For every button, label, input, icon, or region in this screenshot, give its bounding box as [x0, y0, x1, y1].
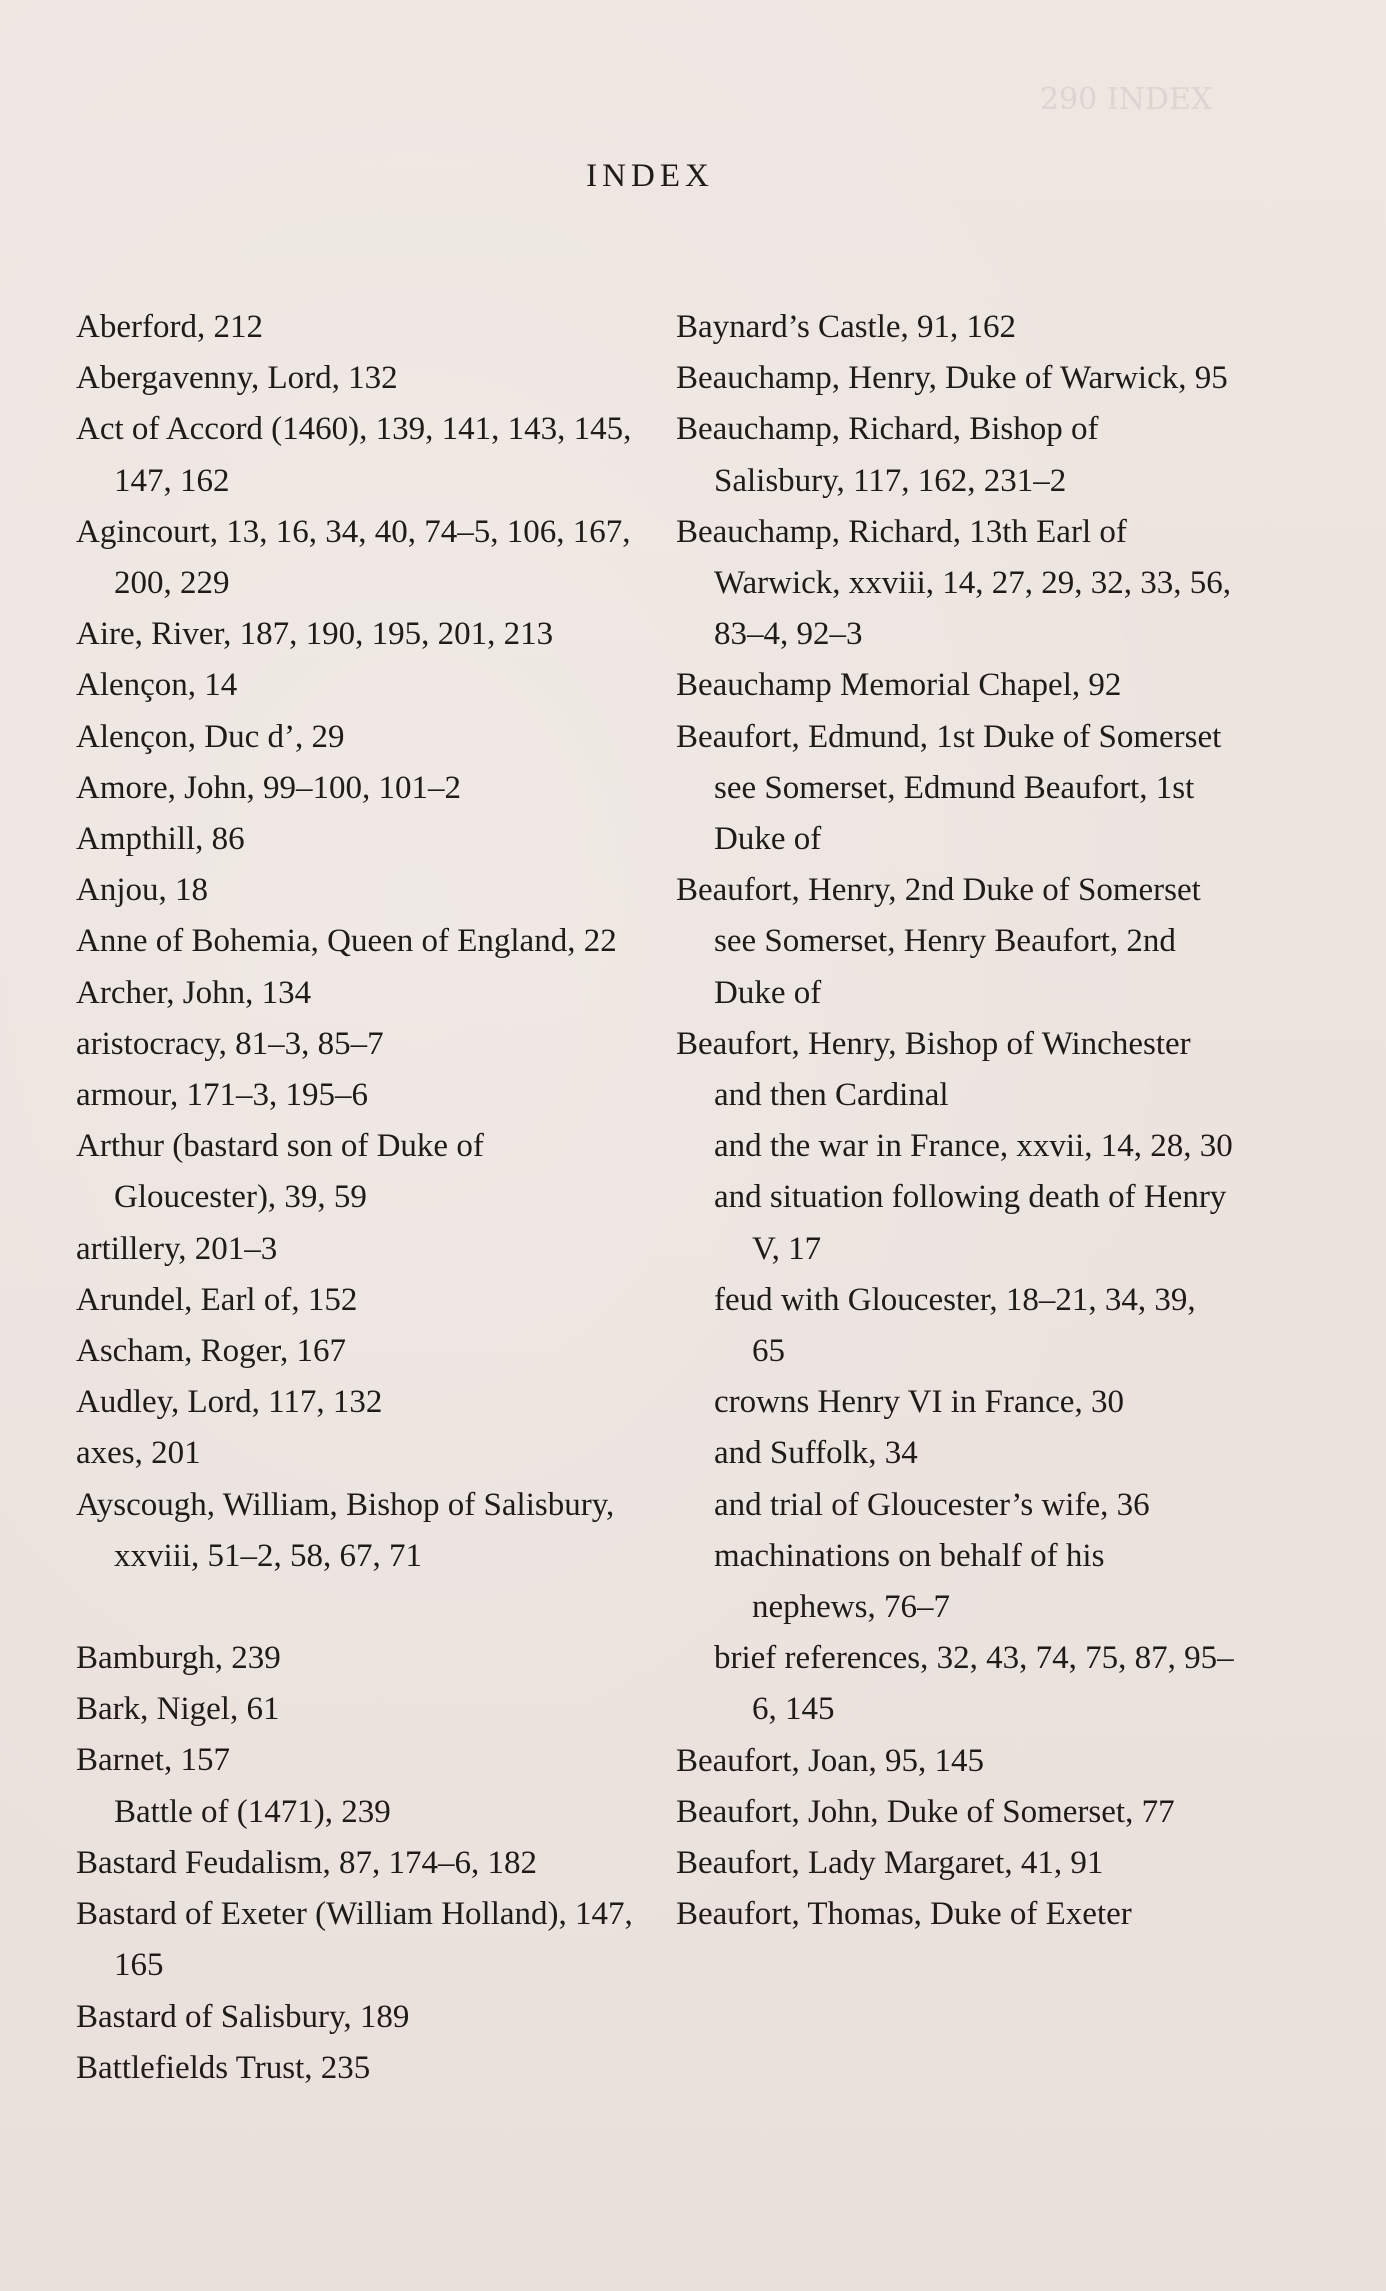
index-entry: Beaufort, Henry, Bishop of Winchester and then Cardinal — [676, 1025, 1191, 1114]
index-entry: Alençon, Duc d’, 29 — [76, 718, 345, 755]
index-entry: Abergavenny, Lord, 132 — [76, 360, 398, 397]
index-entry: Beauchamp, Richard, 13th Earl of Warwick, xxviii, 14, 27, 29, 32, 33, 56, 83–4, 92–3 — [676, 513, 1232, 653]
index-entry: Bastard Feudalism, 87, 174–6, 182 — [76, 1844, 538, 1881]
index-entry: axes, 201 — [76, 1435, 201, 1472]
index-entry: Audley, Lord, 117, 132 — [76, 1384, 383, 1421]
index-entry: artillery, 201–3 — [76, 1230, 278, 1267]
index-entry: Alençon, 14 — [76, 667, 238, 704]
index-subentry: feud with Gloucester, 18–21, 34, 39, 65 — [714, 1281, 1196, 1370]
index-entry: Beaufort, Henry, 2nd Duke of Somerset see Somerset, Henry Beaufort, 2nd Duke of — [676, 872, 1201, 1011]
index-entry: Agincourt, 13, 16, 34, 40, 74–5, 106, 167, 200, 229 — [76, 513, 631, 602]
index-entry: Beauchamp, Henry, Duke of Warwick, 95 — [676, 360, 1228, 397]
index-entry: Anjou, 18 — [76, 872, 208, 909]
index-entry: Beauchamp Memorial Chapel, 92 — [676, 667, 1122, 704]
index-entry: Beaufort, Joan, 95, 145 — [676, 1742, 984, 1779]
index-entry: Amore, John, 99–100, 101–2 — [76, 769, 461, 806]
index-column-left — [76, 302, 646, 2094]
index-subentry: and situation following death of Henry V, 17 — [714, 1179, 1227, 1267]
index-entry: Ampthill, 86 — [76, 821, 245, 858]
index-entry: Beauchamp, Richard, Bishop of Salisbury, 117, 162, 231–2 — [676, 411, 1099, 499]
index-entry: Beaufort, Lady Margaret, 41, 91 — [676, 1845, 1104, 1882]
index-entry: Beaufort, Edmund, 1st Duke of Somerset see Somerset, Edmund Beaufort, 1st Duke of — [676, 718, 1222, 858]
index-entry: Bark, Nigel, 61 — [76, 1691, 280, 1728]
index-entry: Baynard’s Castle, 91, 162 — [676, 309, 1017, 345]
index-entry: Aire, River, 187, 190, 195, 201, 213 — [76, 616, 554, 653]
index-entry: Beaufort, Thomas, Duke of Exeter — [676, 1896, 1132, 1933]
index-subentry: and the war in France, xxvii, 14, 28, 30 — [714, 1128, 1233, 1165]
index-subentry: crowns Henry VI in France, 30 — [714, 1384, 1124, 1421]
index-entry: Bastard of Exeter (William Holland), 147, 165 — [76, 1896, 633, 1984]
index-entry: Ascham, Roger, 167 — [76, 1333, 346, 1370]
index-column-right — [676, 302, 1236, 1941]
index-entry: Arundel, Earl of, 152 — [76, 1281, 358, 1318]
page-title: INDEX — [586, 158, 714, 194]
index-subentry: Battle of (1471), 239 — [114, 1793, 391, 1830]
index-entry: Aberford, 212 — [76, 309, 263, 345]
index-entry: Barnet, 157 — [76, 1742, 230, 1779]
index-entry: Bastard of Salisbury, 189 — [76, 1998, 410, 2035]
show-through-text: 290 INDEX — [1040, 82, 1213, 117]
index-entry: Ayscough, William, Bishop of Salisbury, xxviii, 51–2, 58, 67, 71 — [76, 1486, 615, 1574]
index-subentry: brief references, 32, 43, 74, 75, 87, 95–6, 145 — [714, 1640, 1234, 1728]
index-entry: armour, 171–3, 195–6 — [76, 1077, 368, 1114]
index-entry: Archer, John, 134 — [76, 974, 312, 1011]
index-subentry: machinations on behalf of his nephews, 76–7 — [714, 1537, 1105, 1626]
index-entry: Bamburgh, 239 — [76, 1640, 281, 1677]
index-entry: aristocracy, 81–3, 85–7 — [76, 1025, 384, 1062]
index-entry: Anne of Bohemia, Queen of England, 22 — [76, 923, 617, 960]
index-entry: Act of Accord (1460), 139, 141, 143, 145, 147, 162 — [76, 411, 632, 499]
index-entry: Battlefields Trust, 235 — [76, 2049, 371, 2086]
index-entry: Beaufort, John, Duke of Somerset, 77 — [676, 1793, 1175, 1830]
index-subentry: and trial of Gloucester’s wife, 36 — [714, 1486, 1150, 1523]
index-entry: Arthur (bastard son of Duke of Gloucester), 39, 59 — [76, 1128, 484, 1216]
index-subentry: and Suffolk, 34 — [714, 1435, 918, 1472]
